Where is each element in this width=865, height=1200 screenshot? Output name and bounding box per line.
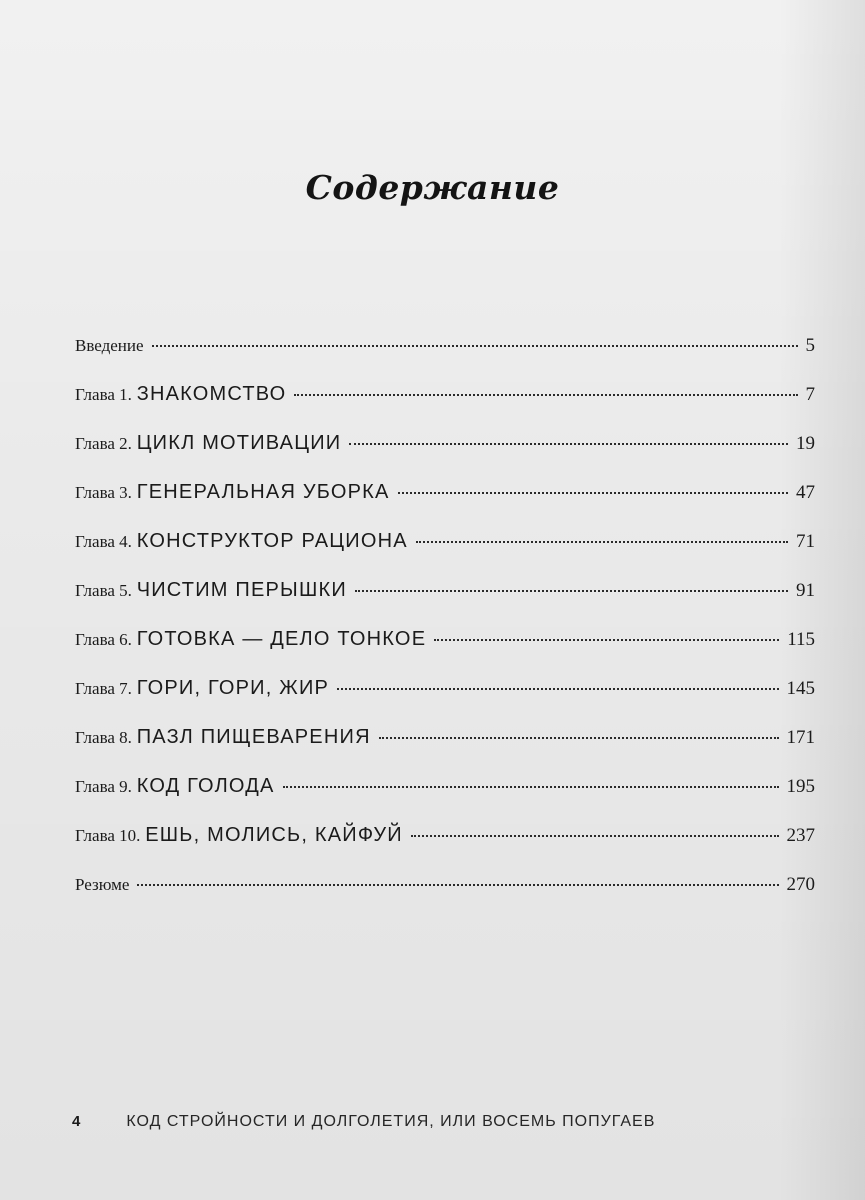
toc-entry-prefix: Глава 4. — [75, 532, 132, 551]
toc-entry — [75, 334, 815, 383]
toc-entry-prefix: Глава 8. — [75, 728, 132, 747]
toc-entry-prefix: Глава 2. — [75, 434, 132, 453]
toc-entry-chapter: ЧИСТИМ ПЕРЫШКИ — [136, 579, 347, 601]
page-title: Содержание — [305, 168, 560, 207]
toc-page-number: 171 — [786, 727, 815, 748]
toc-dot-leader — [349, 443, 788, 445]
toc-page-number: 5 — [805, 335, 815, 356]
toc-entry-prefix: Глава 7. — [75, 679, 132, 698]
toc-dot-leader — [152, 345, 798, 347]
table-of-contents — [75, 334, 815, 922]
toc-entry-prefix: Глава 5. — [75, 581, 132, 600]
toc-entry-label — [75, 432, 341, 455]
toc-page-number: 7 — [805, 384, 815, 405]
toc-entry-chapter: ЕШЬ, МОЛИСЬ, КАЙФУЙ — [145, 824, 403, 846]
toc-page-number: 115 — [787, 629, 815, 650]
toc-page-number: 19 — [796, 433, 815, 454]
toc-entry-label — [75, 579, 347, 602]
toc-entry-label — [75, 677, 329, 700]
toc-entry-prefix: Глава 1. — [75, 385, 132, 404]
toc-entry-chapter: ГОТОВКА — ДЕЛО ТОНКОЕ — [136, 628, 427, 650]
toc-dot-leader — [137, 884, 778, 886]
page-footer — [72, 1113, 865, 1131]
toc-entry — [75, 824, 815, 873]
toc-dot-leader — [411, 835, 779, 837]
toc-dot-leader — [379, 737, 779, 739]
toc-entry-label — [75, 481, 390, 504]
toc-entry — [75, 775, 815, 824]
toc-page-number: 71 — [796, 531, 815, 552]
toc-entry — [75, 530, 815, 579]
toc-entry — [75, 726, 815, 775]
toc-entry-chapter: ЦИКЛ МОТИВАЦИИ — [136, 432, 342, 454]
toc-entry — [75, 677, 815, 726]
toc-entry — [75, 432, 815, 481]
toc-entry-label — [75, 775, 275, 798]
toc-entry-chapter: ПАЗЛ ПИЩЕВАРЕНИЯ — [136, 726, 371, 748]
toc-entry-chapter: КОНСТРУКТОР РАЦИОНА — [136, 530, 408, 552]
toc-page-number: 237 — [786, 825, 815, 846]
toc-entry — [75, 628, 815, 677]
toc-dot-leader — [355, 590, 788, 592]
toc-entry-chapter: ГЕНЕРАЛЬНАЯ УБОРКА — [136, 481, 390, 503]
toc-entry-prefix: Глава 10. — [75, 826, 141, 845]
toc-entry — [75, 481, 815, 530]
toc-entry — [75, 579, 815, 628]
toc-entry-prefix: Введение — [75, 336, 144, 355]
toc-dot-leader — [398, 492, 788, 494]
footer-page-number: 4 — [72, 1113, 81, 1130]
toc-entry-chapter: ГОРИ, ГОРИ, ЖИР — [136, 677, 330, 699]
running-title: КОД СТРОЙНОСТИ И ДОЛГОЛЕТИЯ, ИЛИ ВОСЕМЬ ПОПУГАЕВ — [126, 1113, 656, 1130]
toc-entry — [75, 383, 815, 432]
toc-page-number: 47 — [796, 482, 815, 503]
toc-entry-prefix: Резюме — [75, 875, 130, 894]
toc-dot-leader — [337, 688, 778, 690]
toc-entry-prefix: Глава 3. — [75, 483, 132, 502]
toc-dot-leader — [434, 639, 779, 641]
toc-entry-prefix: Глава 9. — [75, 777, 132, 796]
toc-entry-chapter: ЗНАКОМСТВО — [136, 383, 287, 405]
toc-entry-label — [75, 873, 129, 896]
toc-entry-label — [75, 824, 403, 847]
toc-entry-prefix: Глава 6. — [75, 630, 132, 649]
toc-page-number: 91 — [796, 580, 815, 601]
toc-entry-label — [75, 628, 426, 651]
toc-entry-label — [75, 334, 144, 357]
toc-page-number: 270 — [786, 874, 815, 895]
toc-dot-leader — [283, 786, 779, 788]
toc-entry-label — [75, 726, 371, 749]
toc-entry-label — [75, 530, 408, 553]
toc-entry — [75, 873, 815, 922]
toc-page-number: 145 — [786, 678, 815, 699]
toc-entry-chapter: КОД ГОЛОДА — [136, 775, 275, 797]
toc-entry-label — [75, 383, 286, 406]
toc-dot-leader — [294, 394, 797, 396]
toc-page-number: 195 — [786, 776, 815, 797]
toc-dot-leader — [416, 541, 788, 543]
